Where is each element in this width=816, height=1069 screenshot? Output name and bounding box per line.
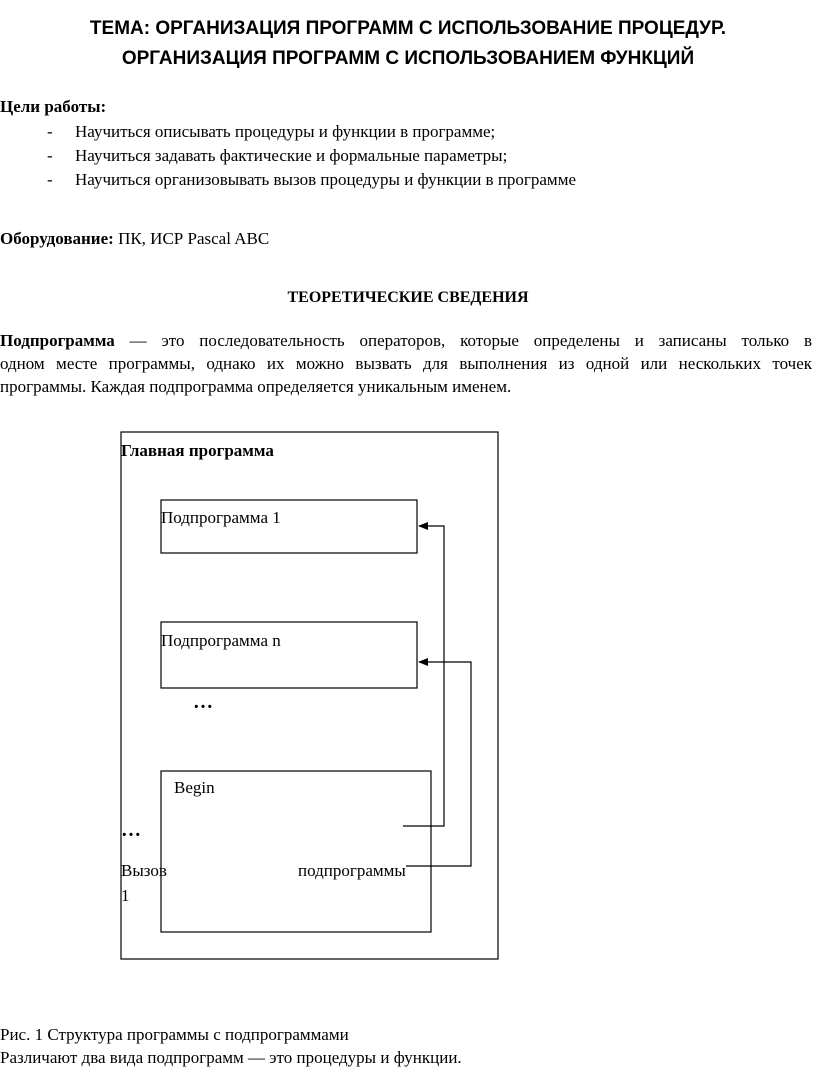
bullet-dash: - (47, 122, 53, 141)
page-title-line-2: ОРГАНИЗАЦИЯ ПРОГРАММ С ИСПОЛЬЗОВАНИЕМ ФУНКЦИЙ (121, 48, 695, 69)
bullet-dash: - (47, 146, 53, 165)
goals-heading: Цели работы: (0, 97, 107, 116)
figure-caption: Рис. 1 Структура программы с подпрограммами (0, 1025, 349, 1044)
main-program-label: Главная программа (121, 441, 274, 460)
call-arrow-subprogram-1 (403, 526, 444, 826)
equipment-label: Оборудование: (0, 229, 114, 248)
call-number: 1 (121, 886, 130, 905)
term-subprogram: Подпрограмма (0, 331, 115, 350)
goal-text: Научиться задавать фактические и формальные параметры; (75, 146, 508, 165)
after-text: Различают два вида подпрограмм — это процедуры и функции. (0, 1048, 462, 1067)
call-word-1: Вызов (121, 861, 167, 880)
definition-text-1: — это последовательность операторов, которые определены и записаны только в (114, 331, 812, 350)
subprogram-n-label: Подпрограмма n (161, 631, 281, 650)
paragraph-line-3: программы. Каждая подпрограмма определяется уникальным именем. (0, 377, 512, 396)
equipment-value: ПК, ИСР Pascal ABC (118, 229, 270, 248)
call-arrow-subprogram-n (406, 662, 471, 866)
bullet-dash: - (47, 170, 53, 189)
begin-label: Begin (174, 778, 215, 797)
call-word-2: подпрограммы (298, 861, 406, 880)
goal-text: Научиться описывать процедуры и функции в программе; (75, 122, 496, 141)
paragraph-line-2: одном месте программы, однако их можно вызвать для выполнения из одной или нескольких точек (0, 354, 812, 373)
page-title-line-1: ТЕМА: ОРГАНИЗАЦИЯ ПРОГРАММ С ИСПОЛЬЗОВАНИЕ ПРОЦЕДУР. (89, 18, 727, 39)
ellipsis-left: … (121, 819, 141, 841)
goal-text: Научиться организовывать вызов процедуры и функции в программе (75, 170, 576, 189)
ellipsis-mid: … (193, 691, 213, 713)
subprogram-1-label: Подпрограмма 1 (161, 508, 281, 527)
theory-heading: ТЕОРЕТИЧЕСКИЕ СВЕДЕНИЯ (287, 289, 529, 306)
